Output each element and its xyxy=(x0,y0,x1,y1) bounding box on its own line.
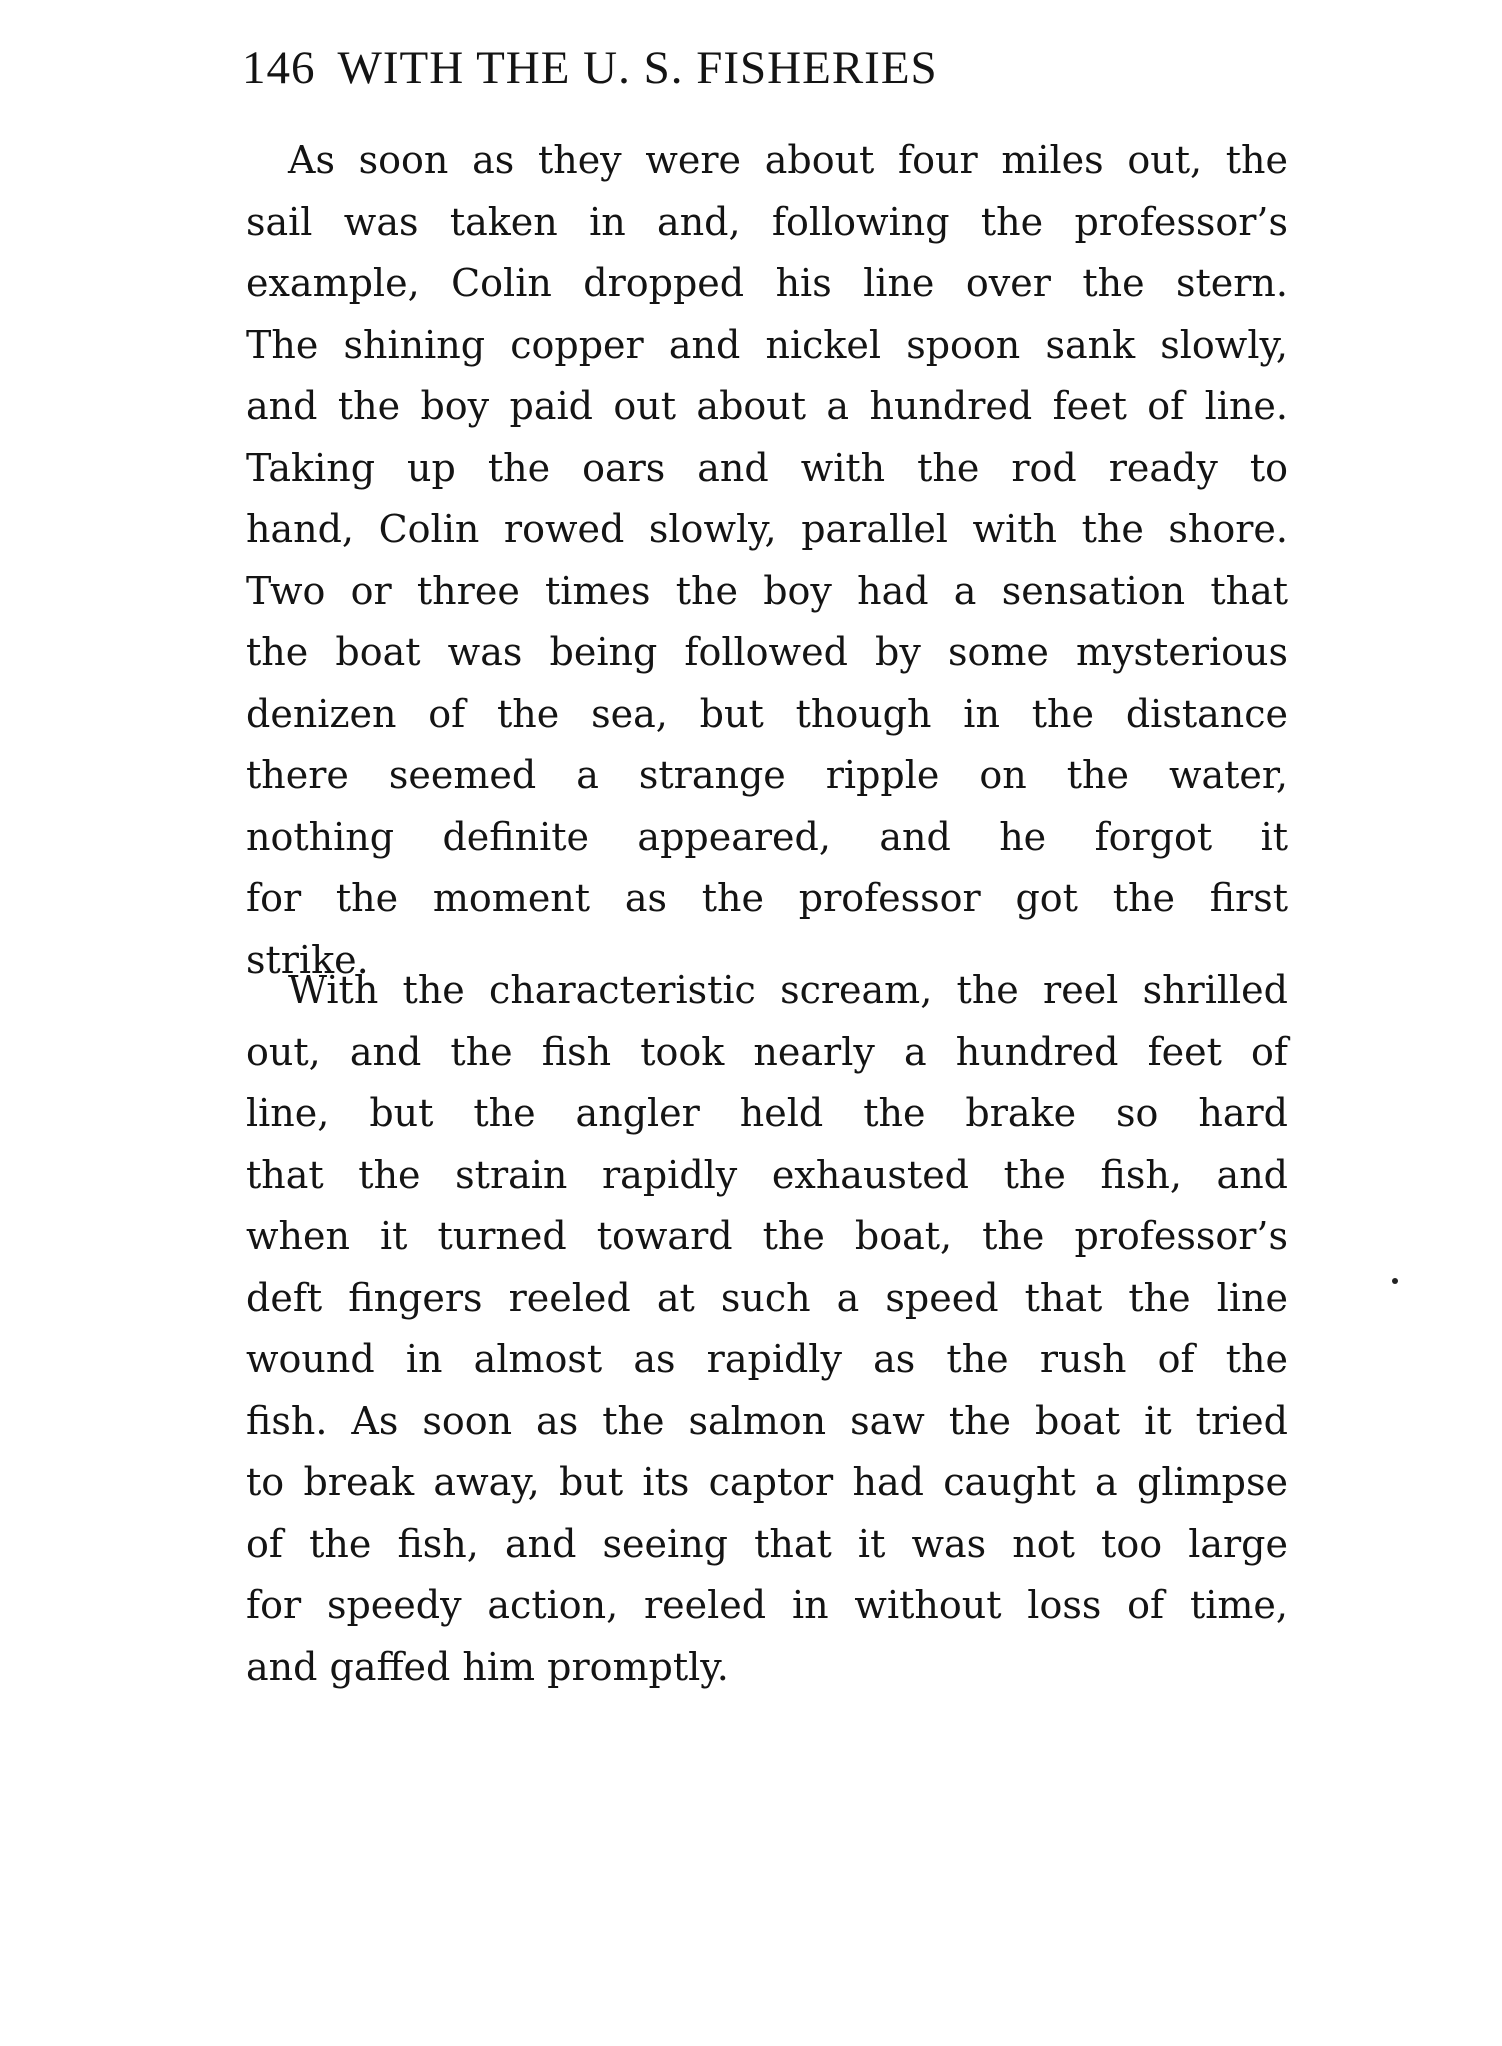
text-line: deft fingers reeled at such a speed that the line xyxy=(246,1275,1288,1320)
page-number: 146 xyxy=(242,42,316,94)
text-line: fish. As soon as the salmon saw the boat it tried xyxy=(246,1398,1288,1443)
text-line: to break away, but its captor had caught a glimpse xyxy=(246,1460,1288,1504)
text-line: that the strain rapidly exhausted the fish, and xyxy=(246,1152,1288,1197)
text-line: out, and the fish took nearly a hundred feet of xyxy=(246,1029,1288,1074)
text-line: line, but the angler held the brake so hard xyxy=(246,1091,1288,1135)
text-line: there seemed a strange ripple on the water, xyxy=(246,753,1288,797)
text-line: wound in almost as rapidly as the rush of the xyxy=(246,1337,1288,1381)
running-title: WITH THE U. S. FISHERIES xyxy=(337,42,938,94)
text-line: The shining copper and nickel spoon sank slowly, xyxy=(246,322,1288,367)
text-line: when it turned toward the boat, the professor’s xyxy=(246,1214,1288,1258)
text-line: of the fish, and seeing that it was not too large xyxy=(246,1521,1288,1566)
text-line: As soon as they were about four miles out, the xyxy=(288,138,1288,182)
text-line: Taking up the oars and with the rod ready to xyxy=(246,445,1288,490)
ink-speck xyxy=(1392,1278,1398,1284)
running-head xyxy=(242,38,1242,98)
paragraph-2 xyxy=(246,960,1288,1698)
text-line: strike. xyxy=(246,937,369,982)
text-line: example, Colin dropped his line over the stern. xyxy=(246,261,1288,305)
text-line: sail was taken in and, following the professor’s xyxy=(246,199,1288,244)
text-line: the boat was being followed by some mysterious xyxy=(246,630,1288,674)
text-line: denizen of the sea, but though in the distance xyxy=(246,691,1288,736)
text-line: and the boy paid out about a hundred feet of line. xyxy=(246,384,1288,428)
text-line: for speedy action, reeled in without loss of time, xyxy=(246,1583,1288,1627)
text-line: for the moment as the professor got the first xyxy=(246,876,1288,920)
paragraph-1 xyxy=(246,130,1288,991)
text-line: nothing definite appeared, and he forgot it xyxy=(246,814,1288,859)
text-line: hand, Colin rowed slowly, parallel with the shore. xyxy=(246,507,1288,551)
text-line: Two or three times the boy had a sensation that xyxy=(246,568,1288,613)
text-line: and gaffed him promptly. xyxy=(246,1644,729,1689)
text-line: With the characteristic scream, the reel shrilled xyxy=(288,968,1288,1012)
